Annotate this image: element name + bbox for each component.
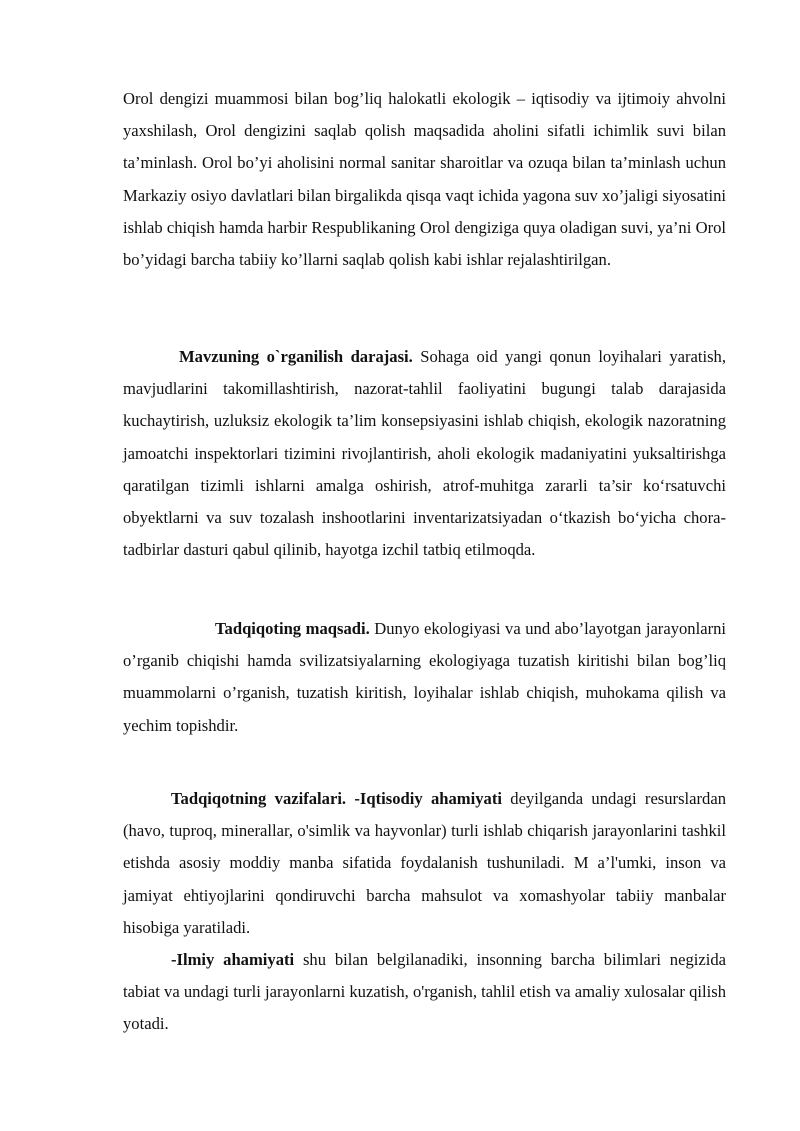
text-study-degree: Sohaga oid yangi qonun loyihalari yaratish, mavjudlarini takomillashtirish, nazorat-tahlil faoliyatini bugungi talab darajasida kuchaytirish, uzluksiz ekologik ta’lim konsepsiyasini ishlab chiqish, ekologik nazoratning jamoatchi inspektorlari tizimini rivojlantirish, aholi ekologik madaniyatini yuksaltirishga qaratilgan tizimli ishlarni amalga oshirish, atrof-muhitga zararli ta’sir ko‘rsatuvchi obyektlarni va suv tozalash inshootlarini inventarizatsiyadan o‘tkazish bo‘yicha chora-tadbirlar dasturi qabul qilinib, hayotga izchil tatbiq etilmoqda.	[123, 347, 727, 560]
paragraph-orol-problem: Orol dengizi muammosi bilan bog’liq halokatli ekologik – iqtisodiy va ijtimoiy ahvolni yaxshilash, Orol dengizini saqlab qolish maqsadida aholini sifatli ichimlik suvi bilan ta’minlash. Orol bo’yi aholisini normal sanitar sharoitlar va ozuqa bilan ta’minlash uchun Markaziy osiyo davlatlari bilan birgalikda qisqa vaqt ichida yagona suv xo’jaligi siyosatini ishlab chiqish hamda harbir Respublikaning Orol dengiziga quya oladigan suvi, ya’ni Orol bo’yidagi barcha tabiiy ko’llarni saqlab qolish kabi ishlar rejalashtirilgan.	[123, 89, 726, 270]
text-research-goal: Dunyo ekologiyasi va und abo’layotgan jarayonlarni o’rganib chiqishi hamda svilizatsiyalarning ekologiyaga tuzatish kiritishi bilan bog’liq muammolarni o’rganish, tuzatish kiritish, loyihalar ishlab chiqish, muhokama qilish va yechim topishdir.	[123, 619, 726, 735]
heading-research-tasks: Tadqiqotning vazifalari. -Iqtisodiy ahamiyati	[171, 789, 502, 808]
heading-study-degree: Mavzuning o`rganilish darajasi.	[179, 347, 413, 366]
paragraph-study-degree	[123, 341, 726, 566]
text-scientific-importance: shu bilan belgilanadiki, insonning barcha bilimlari negizida tabiat va undagi turli jarayonlarni kuzatish, o'rganish, tahlil etish va amaliy xulosalar qilish yotadi.	[123, 950, 726, 1034]
heading-scientific-importance: -Ilmiy ahamiyati	[171, 950, 295, 969]
paragraph-research-goal	[123, 613, 726, 742]
paragraph-scientific-importance	[123, 944, 726, 1041]
text-research-tasks: deyilganda undagi resurslardan (havo, tuproq, minerallar, o'simlik va hayvonlar) turli ishlab chiqarish jarayonlarini tashkil etishda asosiy moddiy manba sifatida foydalanish tushuniladi. M a’l'umki, inson va jamiyat ehtiyojlarini qondiruvchi barcha mahsulot va xomashyolar tabiiy manbalar hisobiga yaratiladi.	[123, 789, 727, 937]
heading-research-goal: Tadqiqoting maqsadi.	[215, 619, 370, 638]
paragraph-research-tasks	[123, 783, 726, 944]
